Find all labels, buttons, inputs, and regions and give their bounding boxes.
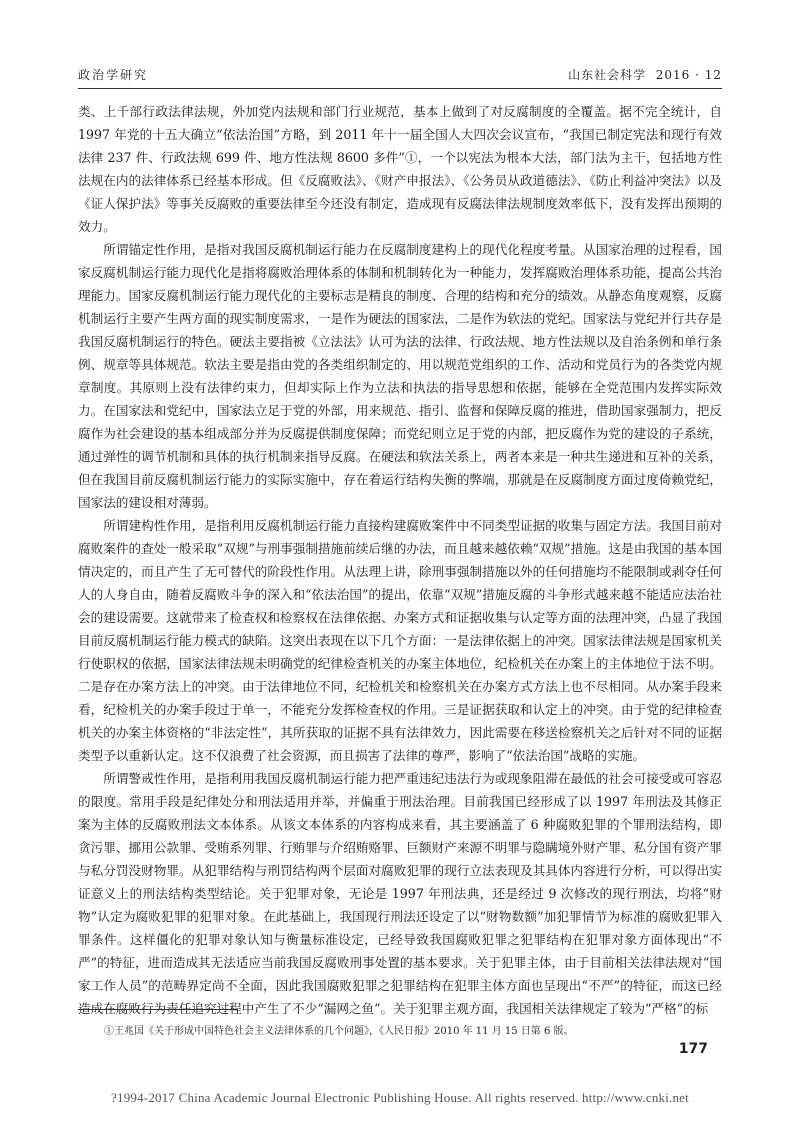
- footnote-divider: [78, 1009, 238, 1010]
- body-paragraph: 所谓锚定性作用，是指对我国反腐机制运行能力在反腐制度建构上的现代化程度考量。从国家治理的过程看，国家反腐机制运行能力现代化是指将腐败治理体系的体制和机制转化为一种能力，发挥腐败治理体系功能，提高公共治理能力。国家反腐机制运行能力现代化的主要标志是精良的制度、合理的结构和充分的绩效。从静态角度观察，反腐机制运行主要产生两方面的现实制度需求，一是作为硬法的国家法，二是作为软法的党纪。国家法与党纪并行共存是我国反腐机制运行的特色。硬法主要指被《立法法》认可为法的法律、行政法规、地方性法规以及自治条例和单行条例、规章等具体规范。软法主要是指由党的各类组织制定的、用以规范党组织的工作、活动和党员行为的各类党内规章制度。其原则上没有法律约束力，但却实际上作为立法和执法的指导思想和依据，能够在全党范围内发挥实际效力。在国家法和党纪中，国家法立足于党的外部，用来规范、指引、监督和保障反腐的推进，借助国家强制力，把反腐作为社会建设的基本组成部分并为反腐提供制度保障；而党纪则立足于党的内部，把反腐作为党的建设的子系统，通过弹性的调节机制和具体的执行机制来指导反腐。在硬法和软法关系上，两者本来是一种共生递进和互补的关系，但在我国目前反腐机制运行能力的实际实施中，存在着运行结构失衡的弊端，那就是在反腐制度方面过度倚赖党纪，国家法的建设相对薄弱。: [78, 242, 722, 510]
- journal-section-title: 政治学研究: [78, 68, 149, 82]
- footnote: ①王兆国《关于形成中国特色社会主义法律体系的几个问题》，《人民日报》2010 年 11 月 15 日第 6 版。: [104, 1026, 574, 1037]
- body-paragraph: 所谓警戒性作用，是指利用我国反腐机制运行能力把严重违纪违法行为或现象阻滞在最低的社会可接受或可容忍的限度。常用手段是纪律处分和刑法适用并举，并偏重于刑法治理。目前我国已经形成了以 1997 年刑法及其修正案为主体的反腐败刑法文本体系。从该文本体系的内容构成来看，其主要涵盖了 6 种腐败犯罪的个罪刑法结构，即贪污罪、挪用公款罪、受贿系列罪、行贿罪与介绍贿赂罪、巨额财产来源不明罪与隐瞒境外财产罪、私分国有资产罪与私分罚没财物罪。从犯罪结构与刑罚结构两个层面对腐败犯罪的现行立法表现及其具体内容进行分析，可以得出实证意义上的刑法结构类型结论。关于犯罪对象，无论是 1997 年刑法典，还是经过 9 次修改的现行刑法，均将“财物”认定为腐败犯罪的犯罪对象。在此基础上，我国现行刑法还设定了以“财物数额”加犯罪情节为标准的腐败犯罪入罪条件。这样僵化的犯罪对象认知与衡量标准设定，已经导致我国腐败犯罪之犯罪结构在犯罪对象方面体现出“不严”的特征，进而造成其无法适应当前我国反腐败刑事处置的基本要求。关于犯罪主体，由于目前相关法律法规对“国家工作人员”的范畴界定尚不全面，因此我国腐败犯罪之犯罪结构在犯罪主体方面也呈现出“不严”的特征，而这已经造成在腐败行为责任追究过程中产生了不少“漏网之鱼”。关于犯罪主观方面，我国相关法律规定了较为“严格”的标: [78, 771, 722, 1016]
- body-paragraph: 类、上千部行政法律法规，外加党内法规和部门行业规范，基本上做到了对反腐制度的全覆盖。据不完全统计，自 1997 年党的十五大确立“依法治国”方略，到 2011 年十一届全国人大四次会议宣布，“我国已制定宪法和现行有效法律 237 件、行政法规 699 件、地方性法规 8600 多件”①，一个以宪法为根本大法，部门法为主干，包括地方性法规在内的法律体系已经基本形成。但《反腐败法》、《财产申报法》、《公务员从政道德法》、《防止利益冲突法》以及《证人保护法》等事关反腐败的重要法律至今还没有制定，造成现有反腐法律法规制度效率低下，没有发挥出预期的效力。: [78, 104, 722, 234]
- journal-issue-info: [568, 66, 722, 83]
- copyright-line: ?1994-2017 China Academic Journal Electronic Publishing House. All rights reserved. http://www.cnki.net: [111, 1090, 689, 1105]
- issue-number: 2016 · 12: [655, 68, 722, 82]
- header-divider: [78, 88, 722, 89]
- body-paragraph: 所谓建构性作用，是指利用反腐机制运行能力直接构建腐败案件中不同类型证据的收集与固定方法。我国目前对腐败案件的查处一般采取“双规”与刑事强制措施前续后继的办法，而且越来越依赖“双规”措施。这是由我国的基本国情决定的，而且产生了无可替代的阶段性作用。从法理上讲，除刑事强制措施以外的任何措施均不能限制或剥夺任何人的人身自由，随着反腐败斗争的深入和“依法治国”的提出，依靠“双规”措施反腐的斗争形式越来越不能适应法治社会的建设需要。这就带来了检查权和检察权在法律依据、办案方式和证据收集与认定等方面的法理冲突，凸显了我国目前反腐机制运行能力模式的缺陷。这突出表现在以下几个方面：一是法律依据上的冲突。国家法律法规是国家机关行使职权的依据，国家法律法规未明确党的纪律检查机关的办案主体地位，纪检机关在办案上的主体地位于法不明。二是存在办案方法上的冲突。由于法律地位不同，纪检机关和检察机关在办案方式方法上也不尽相同。从办案手段来看，纪检机关的办案手段过于单一，不能充分发挥检查权的作用。三是证据获取和认定上的冲突。由于党的纪律检查机关的办案主体资格的“非法定性”，其所获取的证据不具有法律效力，因此需要在移送检察机关之后针对不同的证据类型予以重新认定。这不仅浪费了社会资源，而且损害了法律的尊严，影响了“依法治国”战略的实施。: [78, 518, 722, 763]
- journal-name: 山东社会科学: [568, 68, 647, 82]
- page-number: 177: [678, 1041, 708, 1057]
- article-body: [78, 100, 722, 1020]
